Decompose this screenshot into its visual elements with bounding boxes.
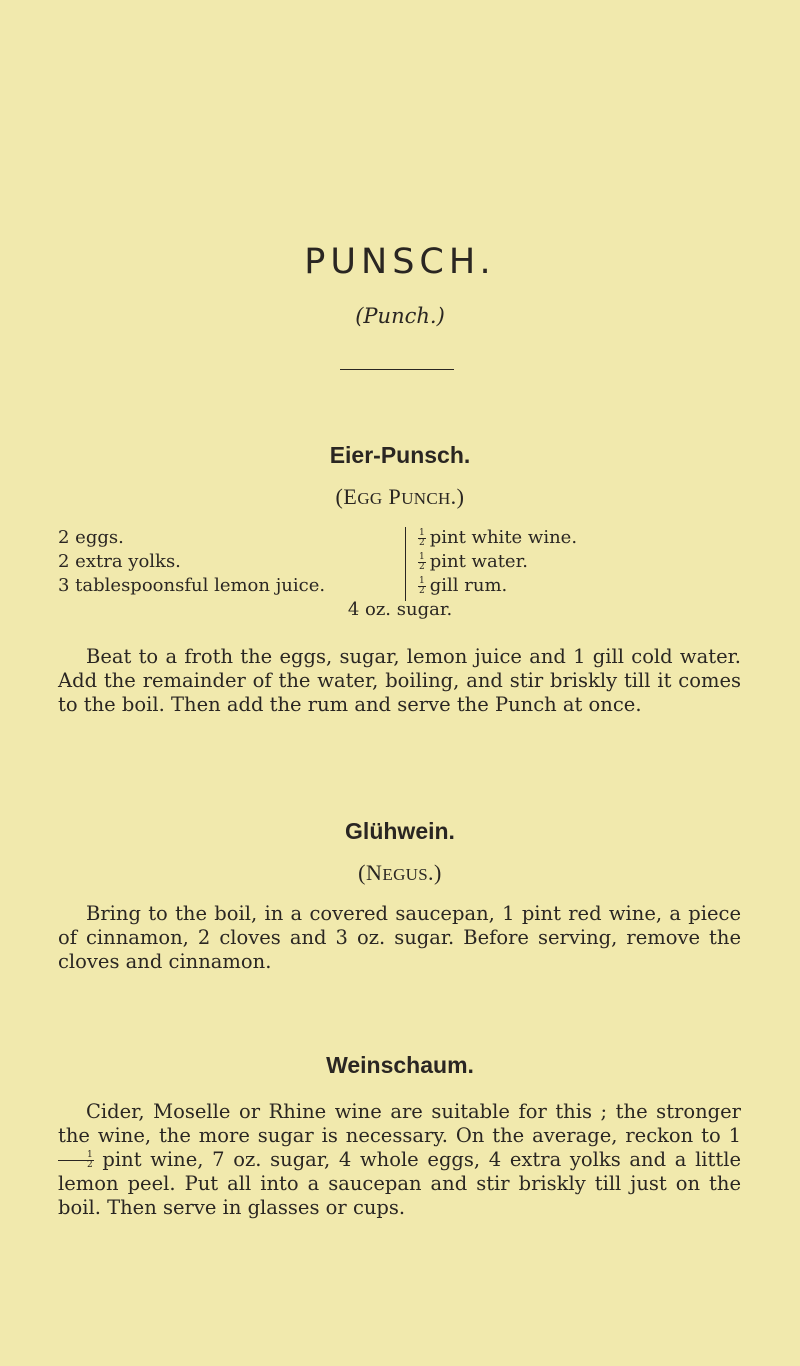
fraction: $\frac{1}{2}$ xyxy=(419,527,425,548)
ingredient-left-1: 2 eggs. xyxy=(58,527,124,548)
recipe-method-eier-punsch: Beat to a froth the eggs, sugar, lemon juice and 1 gill cold water. Add the remainder of the water, boiling, and stir briskly till it comes to the boil. Then add the rum and serve the Punch at once. xyxy=(58,645,741,716)
recipe-title-eier-punsch: Eier-Punsch. xyxy=(329,442,471,468)
ingredient-center: 4 oz. sugar. xyxy=(347,599,453,620)
chapter-subtitle: (Punch.) xyxy=(355,304,445,328)
ingredient-left-2: 2 extra yolks. xyxy=(58,551,181,572)
recipe-subtitle-negus: (NEGUS.) xyxy=(358,860,442,885)
recipe-title-gluehwein: Glühwein. xyxy=(345,818,455,844)
chapter-title: PUNSCH. xyxy=(304,242,496,282)
fraction: $\frac{1}{2}$ xyxy=(419,575,425,596)
recipe-method-gluehwein: Bring to the boil, in a covered saucepan, 1 pint red wine, a piece of cinnamon, 2 cloves and 3 oz. sugar. Before serving, remove the cloves and cinnamon. xyxy=(58,902,741,973)
ingredient-right-1: $\frac{1}{2}$ pint white wine. xyxy=(419,527,578,548)
fraction: $\frac{1}{2}$ xyxy=(58,1151,94,1170)
title-rule xyxy=(340,369,454,370)
ingredient-right-3: $\frac{1}{2}$ gill rum. xyxy=(419,575,508,596)
recipe-title-weinschaum: Weinschaum. xyxy=(326,1052,474,1078)
recipe-method-weinschaum: Cider, Moselle or Rhine wine are suitable for this ; the stronger the wine, the more sugar is necessary. On the average, reckon to 1 $\frac{1}{2}$ pint wine, 7 oz. sugar, 4 whole eggs, 4 extra yolks and a little lemon peel. Put all into a saucepan and stir briskly till just on the boil. Then serve in glasses or cups. xyxy=(58,1100,741,1219)
recipe-subtitle-egg-punch: (EGG PUNCH.) xyxy=(335,484,465,509)
ingredient-divider xyxy=(405,527,406,601)
ingredient-right-2: $\frac{1}{2}$ pint water. xyxy=(419,551,528,572)
fraction: $\frac{1}{2}$ xyxy=(419,551,425,572)
ingredient-left-3: 3 tablespoonsful lemon juice. xyxy=(58,575,326,596)
